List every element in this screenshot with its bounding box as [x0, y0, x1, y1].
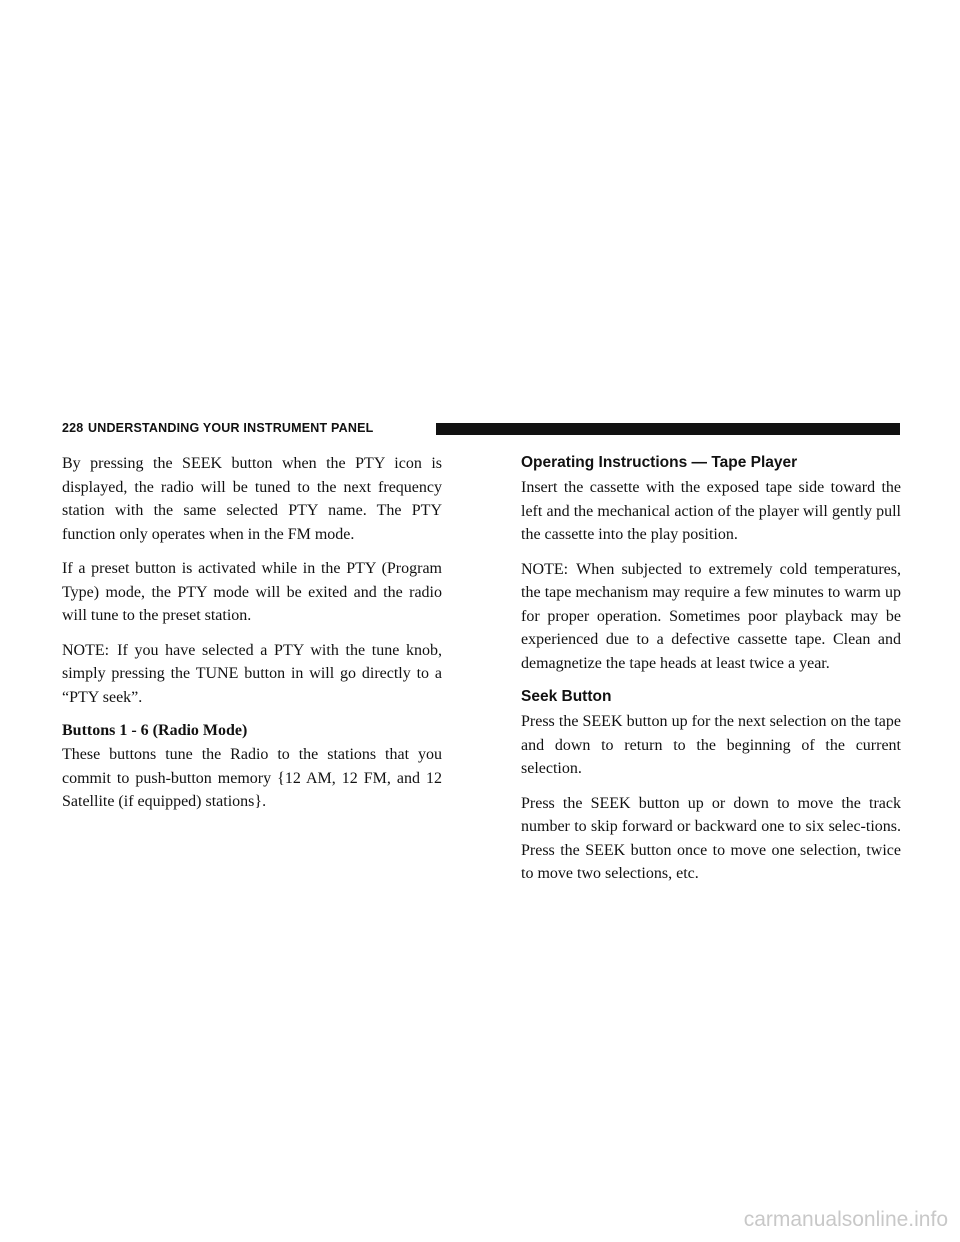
left-column	[62, 452, 442, 825]
seek-paragraph-1: Press the SEEK button up for the next selection on the tape and down to return to the beginning of the current selection.	[521, 713, 901, 777]
seek-paragraph-2: Press the SEEK button up or down to move the track number to skip forward or backward one to six selec-tions. Press the SEEK button once to move one selection, twice to move two selections, etc.	[521, 794, 901, 882]
buttons-paragraph: These buttons tune the Radio to the stations that you commit to push-button memory {12 AM, 12 FM, and 12 Satellite (if equipped) stations}.	[62, 746, 442, 810]
pty-preset-paragraph: If a preset button is activated while in the PTY (Program Type) mode, the PTY mode will be exited and the radio will tune to the preset station.	[62, 560, 442, 624]
right-column	[521, 452, 901, 897]
tape-note	[521, 558, 901, 676]
header-rule	[436, 423, 900, 435]
note-text: If you have selected a PTY with the tune knob, simply pressing the TUNE button in will go directly to a “PTY seek”.	[62, 641, 442, 706]
watermark: carmanualsonline.info	[743, 1208, 948, 1231]
buttons-heading: Buttons 1 - 6 (Radio Mode)	[62, 722, 248, 739]
pty-note	[62, 639, 442, 710]
tape-insert-paragraph: Insert the cassette with the exposed tape side toward the left and the mechanical action of the player will gently pull the cassette into the play position.	[521, 479, 901, 543]
page-number: 228	[62, 421, 84, 435]
pty-seek-paragraph: By pressing the SEEK button when the PTY icon is displayed, the radio will be tuned to the next frequency station with the same selected PTY name. The PTY function only operates when in the FM mode.	[62, 455, 442, 543]
note-label: NOTE:	[62, 641, 110, 659]
note-text: When subjected to extremely cold temperatures, the tape mechanism may require a few minutes to warm up for proper operation. Sometimes poor playback may be experienced due to a defective cassette tape. Clean and demagnetize the tape heads at least twice a year.	[521, 560, 901, 672]
note-label: NOTE:	[521, 560, 569, 578]
seek-button-heading: Seek Button	[521, 688, 612, 705]
tape-player-heading: Operating Instructions — Tape Player	[521, 454, 798, 471]
page-header	[62, 420, 900, 442]
section-title: UNDERSTANDING YOUR INSTRUMENT PANEL	[88, 421, 374, 435]
